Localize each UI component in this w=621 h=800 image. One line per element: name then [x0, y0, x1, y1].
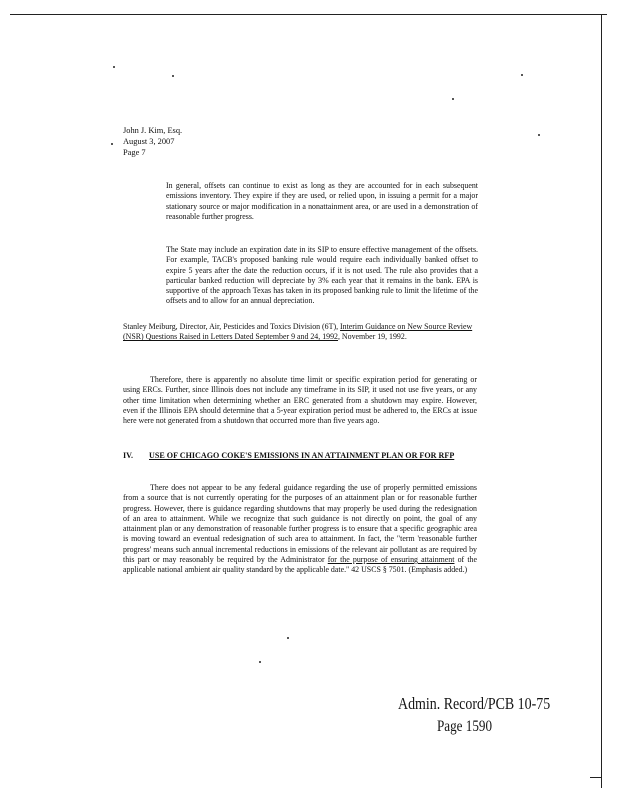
quote-paragraph-2: The State may include an expiration date in its SIP to ensure effective management of the offsets. For example, TACB's proposed banking rule would require each individually banked offset to expire 5 years after the date the reduction occurs, if it is not used. The rule also provides that a particular banked reduction will depreciate by 3% each year that it remains in the bank. EPA is supportive of the approach Texas has taken in its proposed banking rule to limit the lifetime of the offsets and to allow for an annual depreciation.	[166, 245, 478, 306]
letter-header	[123, 125, 182, 158]
page-border-top	[10, 14, 607, 15]
body-paragraph-2-start: There does not appear to be any federal guidance regarding the use of properly permitted emissions from a source that is not currently operating for the purposes of an attainment plan or for reasonable further progress. However, there is guidance regarding shutdowns that may properly be used during the redesignation of an area to attainment. While we recognize that such guidance is not directly on point, the goal of any attainment plan or any demonstration of reasonable further progress is to ensure that a specific geographic area is moving toward an eventual redesignation of such area to attainment. In fact, the "term 'reasonable further progress' means such annual incremental reductions in emissions of the relevant air pollutant as are required by this part or may reasonably be required by the Administrator	[123, 483, 477, 565]
section-title: USE OF CHICAGO COKE'S EMISSIONS IN AN ATTAINMENT PLAN OR FOR RFP	[149, 451, 455, 460]
body-paragraph-2	[123, 483, 477, 576]
page-corner-mark	[590, 777, 602, 778]
citation-title: Interim Guidance on New Source Review (NSR) Questions Raised in Letters Dated September 9 and 24, 1992	[123, 322, 473, 342]
scan-speck	[452, 98, 454, 100]
recipient-name: John J. Kim, Esq.	[123, 126, 183, 135]
scan-speck	[111, 143, 113, 145]
citation	[123, 322, 477, 342]
body-paragraph-1: Therefore, there is apparently no absolute time limit or specific expiration period for generating or using ERCs. Further, since Illinois does not include any timeframe in its SIP, it used not use five years, or any other time limitation when determining whether an ERC generated from a shutdown may expire. However, even if the Illinois EPA should determine that a 5-year expiration period must be adhered to, the ERCs at issue here were not generated from a shutdown that occurred more than five years ago.	[123, 375, 477, 426]
scan-speck	[259, 661, 261, 663]
scan-speck	[172, 75, 174, 77]
citation-author: Stanley Meiburg, Director, Air, Pesticides and Toxics Division (6T),	[123, 322, 341, 331]
letter-date: August 3, 2007	[123, 137, 175, 146]
admin-record-stamp: Admin. Record/PCB 10-75	[398, 694, 551, 713]
body-paragraph-2-end: of the applicable national ambient air quality standard by the applicable date." 42 USCS § 7501. (Emphasis added.)	[123, 555, 477, 575]
citation-date: , November 19, 1992.	[337, 332, 407, 342]
scan-speck	[521, 74, 523, 76]
page-border-right	[601, 14, 602, 788]
quote-paragraph-1: In general, offsets can continue to exist as long as they are accounted for in each subsequent emissions inventory. They expire if they are used, or relied upon, in issuing a permit for a major stationary source or major modification in a nonattainment area, or are used in a demonstration of reasonable further progress.	[166, 181, 478, 221]
section-number: IV.	[123, 451, 133, 460]
scan-speck	[113, 66, 115, 68]
body-paragraph-2-emphasis: for the purpose of ensuring attainment	[327, 555, 455, 565]
page-number: Page 7	[123, 148, 146, 157]
record-page-stamp: Page 1590	[437, 718, 493, 735]
scan-speck	[538, 134, 540, 136]
scan-speck	[287, 637, 289, 639]
